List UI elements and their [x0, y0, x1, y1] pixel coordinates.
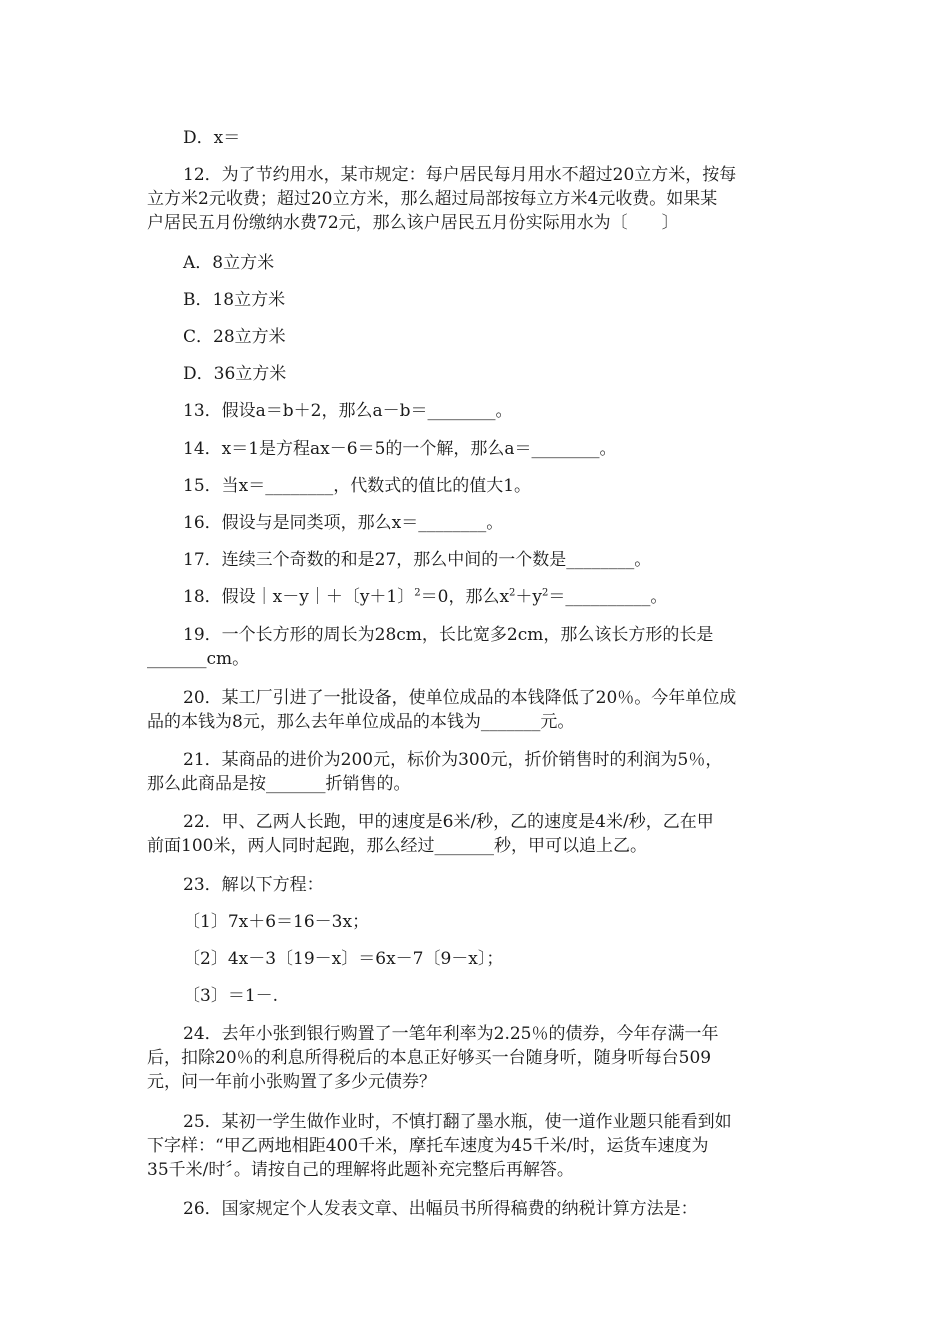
exponent: 2: [414, 587, 421, 599]
question-16: [147, 511, 848, 535]
q18-part-e: ＋y: [515, 587, 543, 607]
text-line: 〔3〕＝1－.: [183, 986, 279, 1006]
exponent: 2: [509, 587, 516, 599]
question-12: [147, 163, 812, 235]
option-d-q11: [147, 126, 848, 150]
question-25: [147, 1110, 812, 1182]
text-line: 立方米2元收费；超过20立方米，那么超过局部按每立方米4元收费。如果某: [147, 189, 718, 209]
text-line: 12．为了节约用水，某市规定：每户居民每月用水不超过20立方米，按每: [183, 165, 737, 185]
text-line: B．18立方米: [183, 290, 286, 310]
text-line: 14．x＝1是方程ax－6＝5的一个解，那么a＝________。: [183, 439, 617, 459]
text-line: 15．当x＝________，代数式的值比的值大1。: [183, 476, 532, 496]
q23-part-2: [147, 947, 848, 971]
question-14: [147, 437, 848, 461]
question-17: [147, 548, 848, 572]
text-line: _______cm。: [147, 649, 250, 669]
text-line: 户居民五月份缴纳水费72元，那么该户居民五月份实际用水为〔 〕: [147, 213, 679, 233]
text-line: D．x＝: [183, 128, 241, 148]
text-line: 21．某商品的进价为200元，标价为300元，折价销售时的利润为5％，: [183, 750, 723, 770]
question-15: [147, 474, 848, 498]
text-line: 25．某初一学生做作业时，不慎打翻了墨水瓶，使一道作业题只能看到如: [183, 1112, 732, 1132]
text-line: A．8立方米: [183, 253, 275, 273]
text-line: 〔1〕7x＋6＝16－3x；: [183, 912, 370, 932]
text-line: 20．某工厂引进了一批设备，使单位成品的本钱降低了20％。今年单位成: [183, 688, 737, 708]
text-line: 35千米/时〞。请按自己的理解将此题补充完整后再解答。: [147, 1160, 574, 1180]
question-21: [147, 748, 812, 796]
text-line: 元，问一年前小张购置了多少元债券？: [147, 1072, 436, 1092]
exponent: 2: [542, 587, 549, 599]
text-line: 17．连续三个奇数的和是27，那么中间的一个数是________。: [183, 550, 652, 570]
q18-part-a: 18．假设｜x－y｜＋〔y＋1〕: [183, 587, 415, 607]
option-c-q12: [147, 325, 848, 349]
text-line: D．36立方米: [183, 364, 287, 384]
text-line: 那么此商品是按_______折销售的。: [147, 774, 411, 794]
q23-part-1: [147, 910, 848, 934]
option-b-q12: [147, 288, 848, 312]
text-line: 26．国家规定个人发表文章、出幅员书所得稿费的纳税计算方法是：: [183, 1199, 698, 1219]
question-26: [147, 1197, 848, 1221]
q18-part-c: ＝0，那么x: [420, 587, 510, 607]
text-line: 下字样：“甲乙两地相距400千米，摩托车速度为45千米/时，运货车速度为: [147, 1136, 709, 1156]
question-13: [147, 399, 848, 423]
question-24: [147, 1022, 812, 1094]
text-line: 22．甲、乙两人长跑，甲的速度是6米/秒，乙的速度是4米/秒，乙在甲: [183, 812, 714, 832]
question-18: [147, 585, 848, 609]
text-line: 23．解以下方程：: [183, 875, 324, 895]
text-line: 19．一个长方形的周长为28cm，长比宽多2cm，那么该长方形的长是: [183, 625, 714, 645]
text-line: 后，扣除20％的利息所得税后的本息正好够买一台随身听，随身听每台509: [147, 1048, 712, 1068]
text-line: 前面100米，两人同时起跑，那么经过_______秒，甲可以追上乙。: [147, 836, 647, 856]
text-line: [183, 585, 848, 609]
text-line: 〔2〕4x－3〔19－x〕＝6x－7〔9－x〕；: [183, 949, 504, 969]
q23-part-3: [147, 984, 848, 1008]
question-22: [147, 810, 812, 858]
option-a-q12: [147, 251, 848, 275]
text-line: 24．去年小张到银行购置了一笔年利率为2.25％的债券，今年存满一年: [183, 1024, 719, 1044]
text-line: 16．假设与是同类项，那么x＝________。: [183, 513, 504, 533]
option-d-q12: [147, 362, 848, 386]
question-23: [147, 873, 848, 897]
q18-part-g: ＝__________。: [548, 587, 668, 607]
text-line: 品的本钱为8元，那么去年单位成品的本钱为_______元。: [147, 712, 575, 732]
text-line: C．28立方米: [183, 327, 286, 347]
question-20: [147, 686, 812, 734]
text-line: 13．假设a＝b＋2，那么a－b＝________。: [183, 401, 513, 421]
question-19: [147, 623, 812, 671]
